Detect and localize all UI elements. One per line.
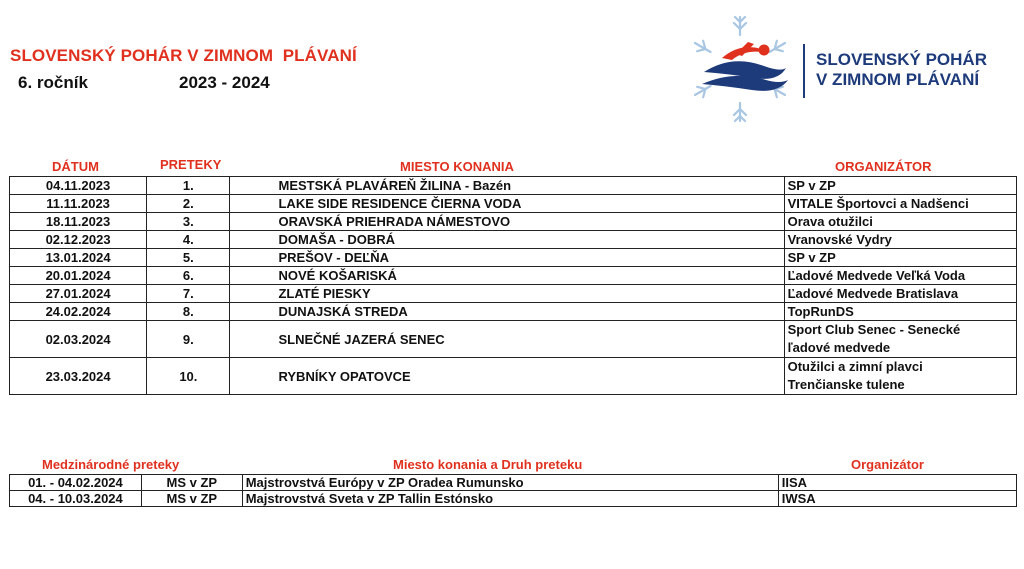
organizer-cell: VITALE Športovci a Nadšenci [784, 195, 1016, 213]
race-number-cell: 8. [147, 303, 230, 321]
date-cell: 02.03.2024 [10, 321, 147, 358]
organizer-cell: SP v ZP [784, 249, 1016, 267]
international-table [9, 474, 1017, 507]
table-row [10, 249, 1017, 267]
header-race: PRETEKY [160, 157, 222, 172]
organizer-cell: Ľadové Medvede Veľká Voda [784, 267, 1016, 285]
race-number-cell: 9. [147, 321, 230, 358]
organizer-line-1: Otužilci a zimní plavci [787, 359, 923, 374]
date-cell: 02.12.2023 [10, 231, 147, 249]
place-cell: RYBNÍKY OPATOVCE [230, 358, 784, 395]
place-cell: Majstrovstvá Európy v ZP Oradea Rumunsko [242, 475, 778, 491]
table-row [10, 491, 1017, 507]
page-title: SLOVENSKÝ POHÁR V ZIMNOM PLÁVANÍ [10, 46, 357, 65]
race-number-cell: 5. [147, 249, 230, 267]
table-row [10, 285, 1017, 303]
header-intl-organizer: Organizátor [851, 457, 924, 472]
organizer-line-1: Sport Club Senec - Senecké [787, 322, 961, 337]
schedule-table [9, 176, 1017, 395]
organizer-line-2: ľadové medvede [787, 340, 891, 355]
date-cell: 27.01.2024 [10, 285, 147, 303]
date-cell: 24.02.2024 [10, 303, 147, 321]
place-cell: NOVÉ KOŠARISKÁ [230, 267, 784, 285]
organizer-cell: Ľadové Medvede Bratislava [784, 285, 1016, 303]
organizer-line-2: Trenčianske tulene [787, 377, 905, 392]
date-cell: 01. - 04.02.2024 [10, 475, 142, 491]
table-row [10, 321, 1017, 358]
table-row [10, 213, 1017, 231]
table-row [10, 475, 1017, 491]
organizer-cell: IWSA [778, 491, 1016, 507]
race-number-cell: 1. [147, 177, 230, 195]
organizer-cell [784, 321, 1016, 358]
date-cell: 11.11.2023 [10, 195, 147, 213]
date-cell: 13.01.2024 [10, 249, 147, 267]
header-organizer: ORGANIZÁTOR [835, 159, 932, 174]
place-cell: DUNAJSKÁ STREDA [230, 303, 784, 321]
race-number-cell: 4. [147, 231, 230, 249]
header-date: DÁTUM [52, 159, 99, 174]
date-cell: 04. - 10.03.2024 [10, 491, 142, 507]
logo-line-1: SLOVENSKÝ POHÁR [816, 50, 987, 69]
place-cell: PREŠOV - DEĽŇA [230, 249, 784, 267]
place-cell: SLNEČNÉ JAZERÁ SENEC [230, 321, 784, 358]
race-number-cell: 6. [147, 267, 230, 285]
organizer-cell: Orava otužilci [784, 213, 1016, 231]
place-cell: DOMAŠA - DOBRÁ [230, 231, 784, 249]
table-row [10, 177, 1017, 195]
date-cell: 04.11.2023 [10, 177, 147, 195]
place-cell: ZLATÉ PIESKY [230, 285, 784, 303]
table-row [10, 267, 1017, 285]
date-cell: 20.01.2024 [10, 267, 147, 285]
date-cell: 23.03.2024 [10, 358, 147, 395]
place-cell: LAKE SIDE RESIDENCE ČIERNA VODA [230, 195, 784, 213]
race-type-cell: MS v ZP [141, 491, 242, 507]
header-intl-races: Medzinárodné preteky [42, 457, 180, 472]
place-cell: MESTSKÁ PLAVÁREŇ ŽILINA - Bazén [230, 177, 784, 195]
table-row [10, 231, 1017, 249]
header-place: MIESTO KONANIA [400, 159, 514, 174]
organizer-cell: IISA [778, 475, 1016, 491]
table-row [10, 358, 1017, 395]
race-number-cell: 3. [147, 213, 230, 231]
race-number-cell: 2. [147, 195, 230, 213]
table-row [10, 195, 1017, 213]
organizer-cell: Vranovské Vydry [784, 231, 1016, 249]
race-number-cell: 7. [147, 285, 230, 303]
date-cell: 18.11.2023 [10, 213, 147, 231]
place-cell: ORAVSKÁ PRIEHRADA NÁMESTOVO [230, 213, 784, 231]
season-label: 2023 - 2024 [179, 73, 270, 92]
logo-text [816, 50, 987, 90]
edition-label: 6. ročník [18, 73, 88, 92]
organizer-cell: SP v ZP [784, 177, 1016, 195]
organizer-cell: TopRunDS [784, 303, 1016, 321]
race-type-cell: MS v ZP [141, 475, 242, 491]
table-row [10, 303, 1017, 321]
race-number-cell: 10. [147, 358, 230, 395]
logo-line-2: V ZIMNOM PLÁVANÍ [816, 70, 980, 89]
place-cell: Majstrovstvá Sveta v ZP Tallin Estónsko [242, 491, 778, 507]
header-intl-place: Miesto konania a Druh preteku [393, 457, 583, 472]
organizer-cell [784, 358, 1016, 395]
